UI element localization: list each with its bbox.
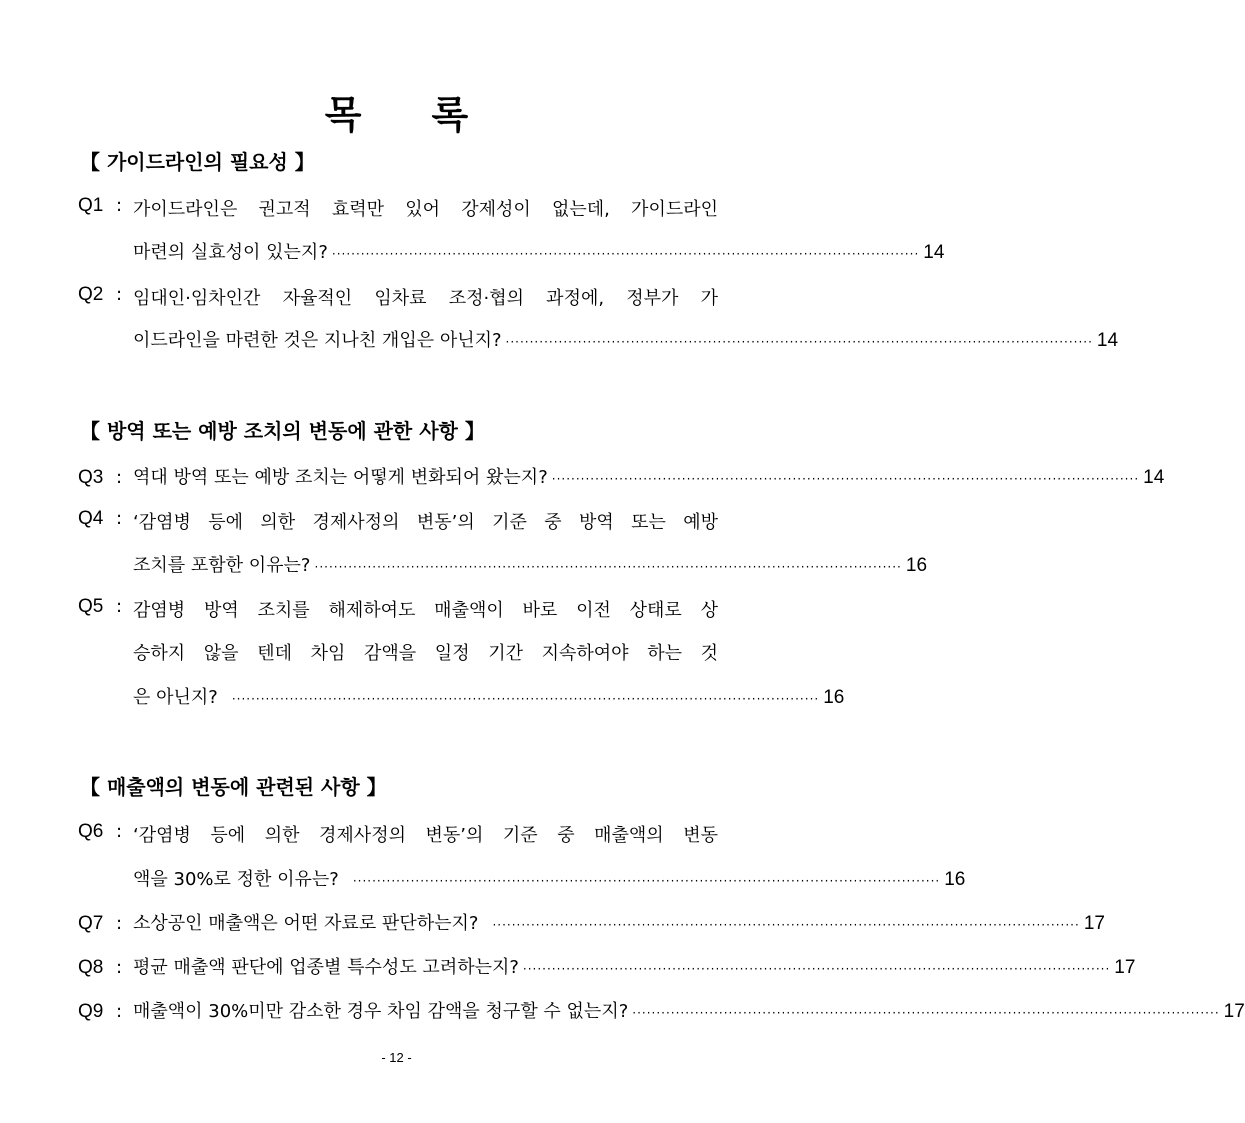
- question-number: Q4: [78, 508, 104, 529]
- toc-item-q1-cont[interactable]: [133, 238, 945, 268]
- question-number: Q7: [78, 913, 104, 934]
- page-number: 16: [944, 869, 966, 890]
- toc-item-q4-cont[interactable]: [133, 551, 928, 581]
- toc-item-q7[interactable]: [78, 909, 1105, 939]
- page-footer-number: - 12 -: [381, 1050, 412, 1065]
- toc-item-q2[interactable]: [78, 284, 718, 314]
- page-number: 16: [823, 687, 845, 708]
- colon: :: [116, 1001, 123, 1022]
- page-number: 14: [923, 242, 945, 263]
- question-number: Q8: [78, 957, 104, 978]
- question-text: ‘감염병 등에 의한 경제사정의 변동’의 기준 중 방역 또는 예방: [133, 512, 718, 533]
- colon: :: [116, 821, 123, 842]
- page-number: 17: [1083, 913, 1105, 934]
- dot-leader: ··························································································································: [492, 918, 1080, 932]
- dot-leader: ··························································································································: [505, 335, 1093, 349]
- question-text: 은 아닌지?: [133, 687, 218, 708]
- colon: :: [116, 957, 123, 978]
- page-title-part1: 목: [324, 93, 362, 137]
- page-title: [0, 84, 793, 139]
- page-title-part2: 록: [431, 93, 469, 137]
- page-number: 14: [1096, 330, 1119, 351]
- section-heading-necessity: 【 가이드라인의 필요성 】: [80, 150, 315, 174]
- dot-leader: ··························································································································: [522, 962, 1111, 976]
- colon: :: [116, 284, 123, 305]
- colon: :: [116, 508, 123, 529]
- page-number: 17: [1114, 957, 1136, 978]
- page-number: 14: [1143, 467, 1165, 488]
- question-text: 역대 방역 또는 예방 조치는 어떻게 변화되어 왔는지?: [133, 467, 548, 488]
- question-text: 가이드라인은 권고적 효력만 있어 강제성이 없는데, 가이드라인: [133, 199, 718, 220]
- question-number: Q3: [78, 467, 104, 488]
- question-number: Q9: [78, 1001, 104, 1022]
- question-number: Q5: [78, 596, 104, 617]
- toc-item-q2-cont[interactable]: [133, 326, 1119, 356]
- dot-leader: ··························································································································: [331, 247, 920, 261]
- toc-item-q4[interactable]: [78, 508, 718, 538]
- question-number: Q2: [78, 284, 104, 305]
- toc-item-q3[interactable]: [78, 463, 1165, 493]
- toc-item-q5[interactable]: [78, 596, 718, 626]
- toc-item-q5-cont1[interactable]: [133, 639, 718, 669]
- colon: :: [116, 913, 123, 934]
- question-text: 평균 매출액 판단에 업종별 특수성도 고려하는지?: [133, 957, 519, 978]
- question-text: 승하지 않을 텐데 차임 감액을 일정 기간 지속하여야 하는 것: [133, 643, 718, 664]
- question-text: 이드라인을 마련한 것은 지나친 개입은 아닌지?: [133, 330, 502, 351]
- toc-item-q9[interactable]: [78, 997, 1245, 1027]
- toc-item-q8[interactable]: [78, 953, 1136, 983]
- question-number: Q1: [78, 195, 104, 216]
- toc-item-q5-cont2[interactable]: [133, 683, 845, 713]
- colon: :: [116, 596, 123, 617]
- question-text: ‘감염병 등에 의한 경제사정의 변동’의 기준 중 매출액의 변동: [133, 825, 718, 846]
- colon: :: [116, 467, 123, 488]
- question-text: 임대인·임차인간 자율적인 임차료 조정·협의 과정에, 정부가 가: [133, 288, 718, 309]
- colon: :: [116, 195, 123, 216]
- dot-leader: ··························································································································: [551, 472, 1140, 486]
- dot-leader: ··························································································································: [352, 874, 941, 888]
- section-heading-quarantine: 【 방역 또는 예방 조치의 변동에 관한 사항 】: [80, 419, 485, 443]
- toc-item-q6-cont[interactable]: [133, 865, 966, 895]
- question-text: 매출액이 30%미만 감소한 경우 차임 감액을 청구할 수 없는지?: [133, 1001, 629, 1022]
- question-text: 소상공인 매출액은 어떤 자료로 판단하는지?: [133, 913, 479, 934]
- question-text: 감염병 방역 조치를 해제하여도 매출액이 바로 이전 상태로 상: [133, 600, 718, 621]
- section-heading-sales: 【 매출액의 변동에 관련된 사항 】: [80, 775, 387, 799]
- question-text: 조치를 포함한 이유는?: [133, 555, 311, 576]
- page-number: 17: [1223, 1001, 1245, 1022]
- question-text: 마련의 실효성이 있는지?: [133, 242, 328, 263]
- toc-item-q1[interactable]: [78, 195, 718, 225]
- dot-leader: ··························································································································: [231, 692, 820, 706]
- page-number: 16: [905, 555, 928, 576]
- question-number: Q6: [78, 821, 104, 842]
- dot-leader: ··························································································································: [632, 1006, 1220, 1020]
- toc-item-q6[interactable]: [78, 821, 718, 851]
- question-text: 액을 30%로 정한 이유는?: [133, 869, 339, 890]
- dot-leader: ··························································································································: [314, 560, 902, 574]
